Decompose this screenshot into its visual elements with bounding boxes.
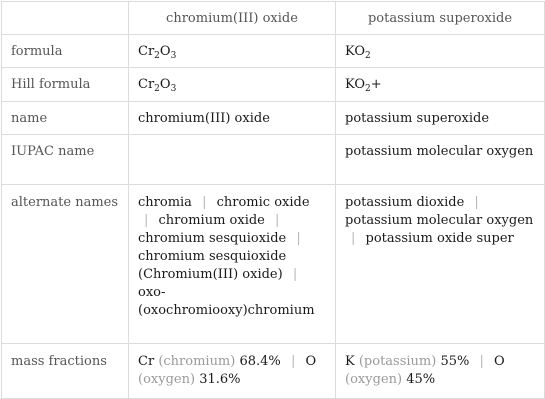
row-label-iupac-name: IUPAC name [2, 135, 129, 185]
mass-fraction-value: 31.6% [199, 372, 241, 387]
formula-part: Cr [138, 44, 155, 59]
formula-subscript: 2 [365, 51, 371, 61]
alternate-name: chromic oxide [216, 195, 310, 210]
table-row [2, 102, 545, 135]
alternate-names-potassium-superoxide [336, 185, 545, 344]
iupac-potassium-superoxide: potassium molecular oxygen [336, 135, 545, 185]
alternate-name: chromium sesquioxide (Chromium(III) oxide) [138, 249, 287, 282]
formula-potassium-superoxide [336, 35, 545, 68]
mass-fraction-value: 55% [440, 354, 470, 369]
alternate-name: oxo-(oxochromiooxy)chromium [138, 285, 315, 318]
hill-formula-chromium-oxide [129, 68, 336, 102]
header-chromium-oxide: chromium(III) oxide [129, 2, 336, 35]
formula-part: KO [345, 44, 366, 59]
alternate-name: potassium dioxide [345, 195, 465, 210]
header-empty-cell [2, 2, 129, 35]
alternate-name: chromium oxide [158, 213, 265, 228]
formula-part: KO [345, 77, 366, 92]
formula-charge: + [370, 77, 382, 92]
separator: | [479, 354, 484, 369]
separator: | [202, 195, 207, 210]
comparison-table [1, 1, 545, 399]
hill-formula-potassium-superoxide [336, 68, 545, 102]
alternate-name: potassium molecular oxygen [345, 213, 534, 228]
separator: | [292, 267, 298, 282]
element-name: (oxygen) [345, 372, 403, 387]
formula-subscript: 3 [170, 84, 177, 94]
formula-subscript: 3 [170, 51, 177, 61]
formula-subscript: 2 [365, 84, 371, 94]
mass-fractions-potassium-superoxide [336, 344, 545, 399]
mass-fraction-value: 45% [406, 372, 436, 387]
mass-fractions-chromium-oxide [129, 344, 336, 399]
element-symbol: K [345, 354, 355, 369]
element-name: (potassium) [358, 354, 437, 369]
table-row [2, 68, 545, 102]
row-label-hill-formula: Hill formula [2, 68, 129, 102]
separator: | [144, 213, 149, 228]
separator: | [474, 195, 479, 210]
name-chromium-oxide: chromium(III) oxide [129, 102, 336, 135]
alternate-name: potassium oxide super [365, 231, 514, 246]
element-symbol: O [305, 354, 317, 369]
row-label-alternate-names: alternate names [2, 185, 129, 344]
alternate-name: chromia [138, 195, 192, 210]
table-row [2, 135, 545, 185]
separator: | [351, 231, 356, 246]
formula-part: Cr [138, 77, 155, 92]
element-symbol: Cr [138, 354, 155, 369]
separator: | [290, 354, 296, 369]
table-row [2, 35, 545, 68]
formula-part: O [159, 77, 171, 92]
alternate-names-chromium-oxide [129, 185, 336, 344]
formula-subscript: 2 [154, 51, 160, 61]
formula-subscript: 2 [154, 84, 160, 94]
table-row [2, 344, 545, 399]
formula-part: O [159, 44, 171, 59]
name-potassium-superoxide: potassium superoxide [336, 102, 545, 135]
header-potassium-superoxide: potassium superoxide [336, 2, 545, 35]
element-name: (oxygen) [138, 372, 196, 387]
table-row [2, 185, 545, 344]
row-label-formula: formula [2, 35, 129, 68]
separator: | [275, 213, 280, 228]
row-label-mass-fractions: mass fractions [2, 344, 129, 399]
separator: | [296, 231, 301, 246]
element-name: (chromium) [158, 354, 236, 369]
iupac-chromium-oxide [129, 135, 336, 185]
row-label-name: name [2, 102, 129, 135]
formula-chromium-oxide [129, 35, 336, 68]
element-symbol: O [494, 354, 505, 369]
alternate-name: chromium sesquioxide [138, 231, 287, 246]
mass-fraction-value: 68.4% [239, 354, 281, 369]
header-row [2, 2, 545, 35]
